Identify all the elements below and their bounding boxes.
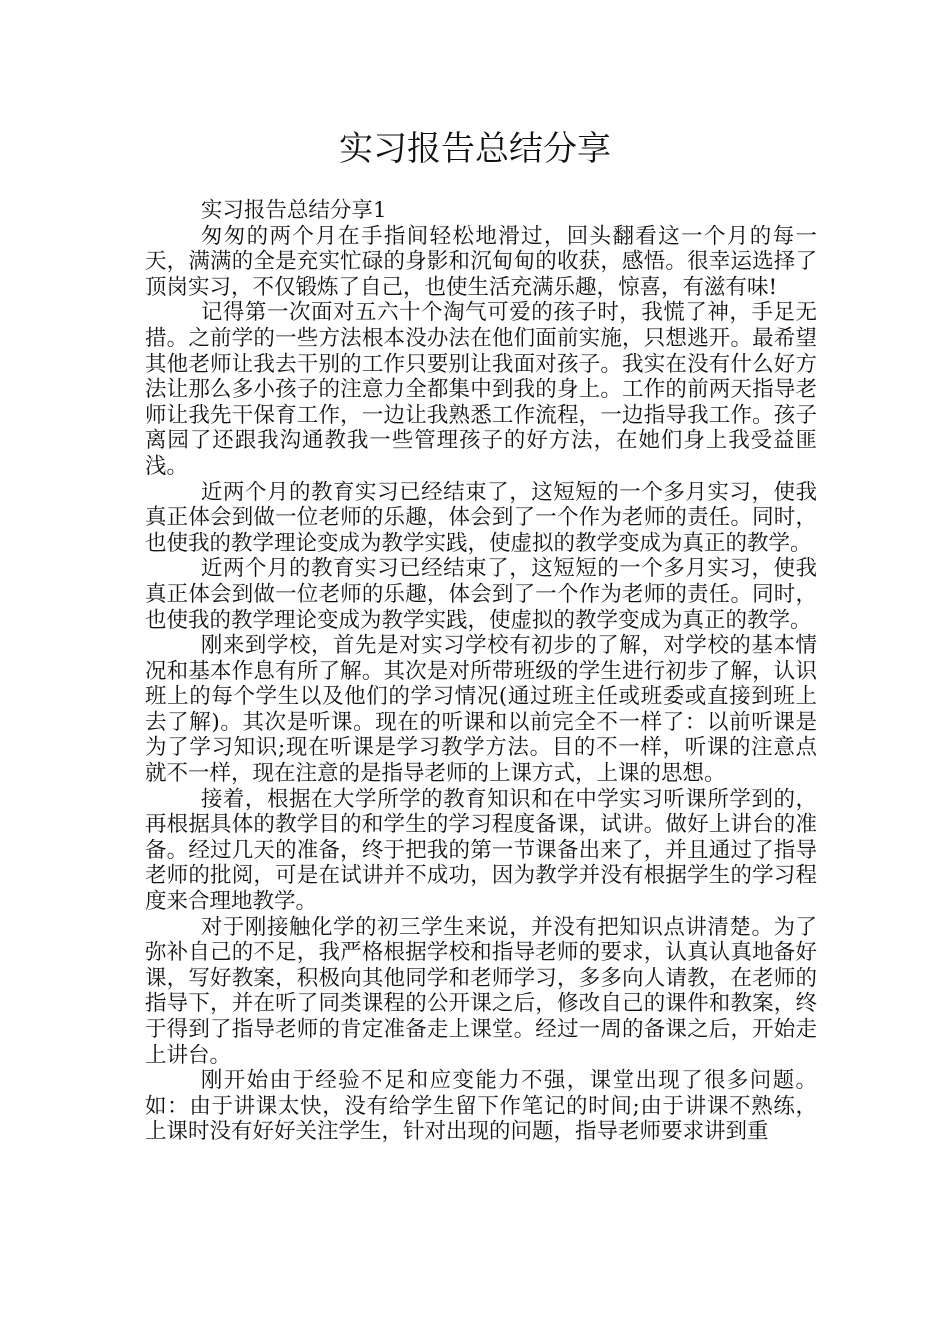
paragraph: 匆匆的两个月在手指间轻松地滑过，回头翻看这一个月的每一天，满满的全是充实忙碌的身影和沉甸甸的收获，感悟。很幸运选择了顶岗实习，不仅锻炼了自己，也使生活充满乐趣，惊喜，有滋有味! (145, 223, 817, 300)
document-body (145, 198, 817, 1145)
paragraph: 刚开始由于经验不足和应变能力不强，课堂出现了很多问题。如：由于讲课太快，没有给学生留下作笔记的时间;由于讲课不熟练，上课时没有好好关注学生，针对出现的问题，指导老师要求讲到重 (145, 1068, 817, 1145)
document-title: 实习报告总结分享 (339, 129, 611, 169)
paragraph: 记得第一次面对五六十个淘气可爱的孩子时，我慌了神，手足无措。之前学的一些方法根本没办法在他们面前实施，只想逃开。最希望其他老师让我去干别的工作只要别让我面对孩子。我实在没有什么好方法让那么多小孩子的注意力全都集中到我的身上。工作的前两天指导老师让我先干保育工作，一边让我熟悉工作流程，一边指导我工作。孩子离园了还跟我沟通教我一些管理孩子的好方法，在她们身上我受益匪浅。 (145, 300, 817, 479)
paragraph: 近两个月的教育实习已经结束了，这短短的一个多月实习，使我真正体会到做一位老师的乐趣，体会到了一个作为老师的责任。同时，也使我的教学理论变成为教学实践，使虚拟的教学变成为真正的教学。 (145, 479, 817, 556)
section-heading: 实习报告总结分享1 (200, 198, 387, 223)
paragraph: 刚来到学校，首先是对实习学校有初步的了解，对学校的基本情况和基本作息有所了解。其次是对所带班级的学生进行初步了解，认识班上的每个学生以及他们的学习情况(通过班主任或班委或直接到班上去了解)。其次是听课。现在的听课和以前完全不一样了：以前听课是为了学习知识;现在听课是学习教学方法。目的不一样，听课的注意点就不一样，现在注意的是指导老师的上课方式，上课的思想。 (145, 633, 817, 787)
paragraph: 接着，根据在大学所学的教育知识和在中学实习听课所学到的，再根据具体的教学目的和学生的学习程度备课，试讲。做好上讲台的准备。经过几天的准备，终于把我的第一节课备出来了，并且通过了指导老师的批阅，可是在试讲并不成功，因为教学并没有根据学生的学习程度来合理地教学。 (145, 786, 817, 915)
paragraph: 对于刚接触化学的初三学生来说，并没有把知识点讲清楚。为了弥补自己的不足，我严格根据学校和指导老师的要求，认真认真地备好课，写好教案，积极向其他同学和老师学习，多多向人请教，在老师的指导下，并在听了同类课程的公开课之后，修改自己的课件和教案，终于得到了指导老师的肯定准备走上课堂。经过一周的备课之后，开始走上讲台。 (145, 914, 817, 1068)
paragraph: 近两个月的教育实习已经结束了，这短短的一个多月实习，使我真正体会到做一位老师的乐趣，体会到了一个作为老师的责任。同时，也使我的教学理论变成为教学实践，使虚拟的教学变成为真正的教学。 (145, 556, 817, 633)
